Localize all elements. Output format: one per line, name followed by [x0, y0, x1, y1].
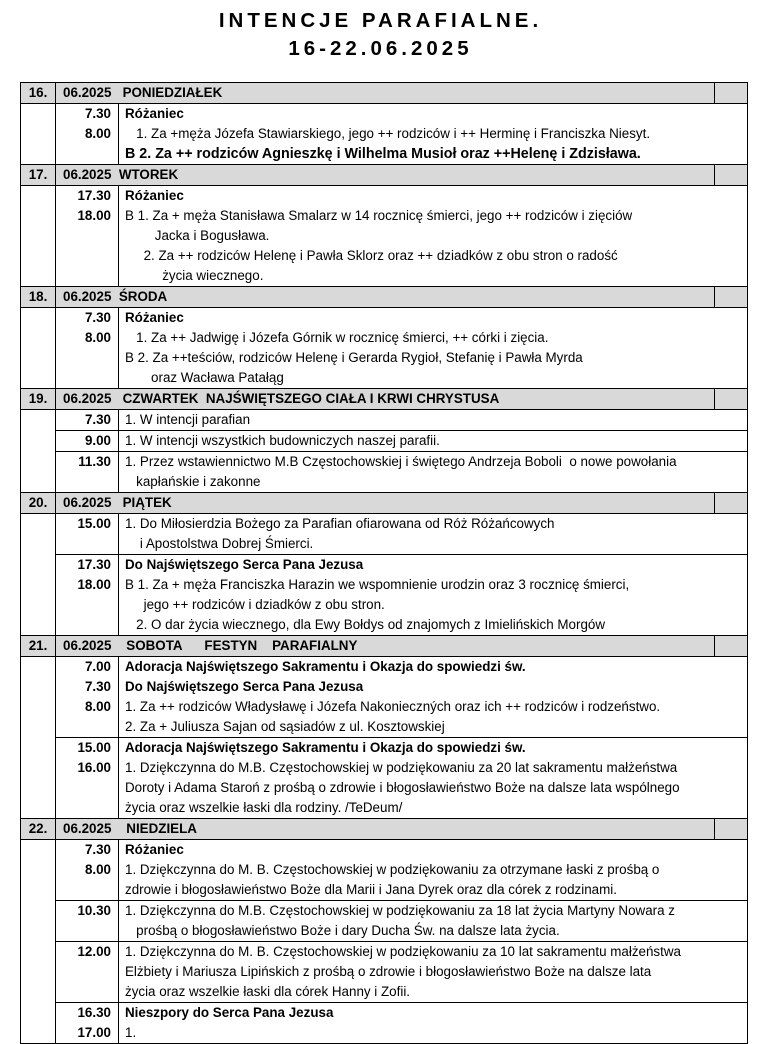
- mass-time: 15.00: [77, 740, 111, 755]
- mass-time: [56, 880, 111, 900]
- mass-times: [56, 514, 119, 555]
- mass-times: [56, 738, 119, 819]
- mass-time: 12.00: [77, 944, 111, 959]
- intention-line: Elżbiety i Mariusza Lipińskich z prośbą o zdrowie i błogosławieństwo Boże na dalsze lata: [125, 964, 652, 979]
- mass-time: 7.30: [84, 310, 111, 325]
- intention-line: i Apostolstwa Dobrej Śmierci.: [125, 536, 314, 551]
- intention-line: Adoracja Najświętszego Sakramentu i Okazja do spowiedzi św.: [125, 659, 526, 674]
- mass-block-row: [21, 1003, 748, 1044]
- mass-block-row: [21, 555, 748, 636]
- day-header-row: [21, 83, 748, 104]
- day-header-spare-cell: [715, 389, 748, 410]
- intentions-cell: [119, 942, 748, 1003]
- mass-block-row: [21, 942, 748, 1003]
- mass-times: [56, 431, 119, 452]
- mass-block-row: [21, 840, 748, 901]
- mass-times: [56, 104, 119, 165]
- day-spacer-cell: [21, 104, 56, 165]
- day-heading: 06.2025 ŚRODA: [63, 289, 168, 304]
- day-spacer-cell: [21, 657, 56, 819]
- mass-time: 11.30: [78, 454, 111, 469]
- mass-times: [56, 555, 119, 636]
- day-header-row: [21, 493, 748, 514]
- mass-time: 7.30: [84, 842, 111, 857]
- intention-line: 1. Do Miłosierdzia Bożego za Parafian ofiarowana od Róż Różańcowych: [125, 516, 555, 531]
- day-number: 18.: [21, 287, 56, 308]
- intention-line: 2. Za + Juliusza Sajan od sąsiadów z ul. Kosztowskiej: [125, 719, 445, 734]
- mass-block-row: [21, 514, 748, 555]
- intention-line: 1. Dziękczynna do M.B. Częstochowskiej w podziękowaniu za 18 lat życia Martyny Nowara z: [125, 903, 675, 918]
- mass-time: [56, 534, 111, 554]
- mass-time: [56, 246, 111, 266]
- intention-line: 1. W intencji wszystkich budowniczych naszej parafii.: [125, 433, 440, 448]
- intentions-cell: [119, 901, 748, 942]
- mass-time: [56, 778, 111, 798]
- mass-time: 17.00: [77, 1025, 111, 1040]
- mass-time: [56, 982, 111, 1002]
- intentions-cell: [119, 452, 748, 493]
- day-header-spare-cell: [715, 636, 748, 657]
- day-number: 22.: [21, 819, 56, 840]
- intention-line: życia oraz wszelkie łaski dla rodziny. /TeDeum/: [125, 800, 403, 815]
- intentions-cell: [119, 514, 748, 555]
- day-header-spare-cell: [715, 83, 748, 104]
- intention-line: Różaniec: [125, 188, 184, 203]
- intentions-cell: [119, 738, 748, 819]
- mass-times: [56, 901, 119, 942]
- intentions-table: [20, 82, 748, 1044]
- mass-block-row: [21, 410, 748, 431]
- mass-time: 10.30: [77, 903, 111, 918]
- mass-time: [56, 798, 111, 818]
- intentions-cell: [119, 186, 748, 287]
- mass-block-row: [21, 104, 748, 165]
- mass-time: [56, 144, 111, 164]
- intention-line: 1. Za ++ rodziców Władysławę i Józefa Nakonieczných oraz ich ++ rodziców i rodzeństwo.: [125, 699, 661, 714]
- mass-times: [56, 840, 119, 901]
- mass-block-row: [21, 308, 748, 389]
- day-heading: 06.2025 PONIEDZIAŁEK: [63, 85, 223, 100]
- intention-line: życia wiecznego.: [125, 268, 264, 283]
- day-heading: 06.2025 SOBOTA FESTYN PARAFIALNY: [63, 638, 358, 653]
- day-spacer-cell: [21, 514, 56, 636]
- mass-block-row: [21, 431, 748, 452]
- mass-times: [56, 410, 119, 431]
- intention-line: 1.: [125, 1025, 137, 1040]
- day-number: 16.: [21, 83, 56, 104]
- mass-time: 8.00: [84, 330, 111, 345]
- day-spacer-cell: [21, 186, 56, 287]
- intention-line: kapłańskie i zakonne: [125, 474, 261, 489]
- day-number: 20.: [21, 493, 56, 514]
- mass-times: [56, 186, 119, 287]
- page-title: INTENCJE PARAFIALNE.: [218, 9, 543, 32]
- intentions-cell: [119, 410, 748, 431]
- mass-time: 17.30: [77, 557, 111, 572]
- intention-line: B 1. Za + męża Franciszka Harazin we wspomnienie urodzin oraz 3 rocznicę śmierci,: [125, 577, 630, 592]
- mass-block-row: [21, 186, 748, 287]
- mass-time: 16.00: [77, 760, 111, 775]
- intentions-cell: [119, 308, 748, 389]
- day-heading: 06.2025 CZWARTEK NAJŚWIĘTSZEGO CIAŁA I KRWI CHRYSTUSA: [63, 391, 500, 406]
- mass-time: 7.00: [84, 659, 111, 674]
- day-number: 19.: [21, 389, 56, 410]
- day-spacer-cell: [21, 410, 56, 493]
- mass-time: [56, 266, 111, 286]
- day-number: 21.: [21, 636, 56, 657]
- mass-time: 7.30: [84, 106, 111, 121]
- day-heading: 06.2025 PIĄTEK: [63, 495, 172, 510]
- intention-line: oraz Wacława Patałąg: [125, 370, 284, 385]
- intention-line: 2. O dar życia wiecznego, dla Ewy Bołdys od znajomych z Imielińskich Morgów: [125, 617, 606, 632]
- intentions-cell: [119, 1003, 748, 1044]
- mass-time: [56, 595, 111, 615]
- day-heading: 06.2025 WTOREK: [63, 167, 179, 182]
- mass-time: 8.00: [84, 126, 111, 141]
- intention-line: 1. Dziękczynna do M. B. Częstochowskiej w podziękowaniu za 10 lat sakramentu małżeństwa: [125, 944, 681, 959]
- day-number: 17.: [21, 165, 56, 186]
- mass-time: 8.00: [84, 862, 111, 877]
- mass-time: [56, 226, 111, 246]
- day-header-spare-cell: [715, 819, 748, 840]
- day-header-row: [21, 389, 748, 410]
- mass-block-row: [21, 901, 748, 942]
- mass-time: [56, 615, 111, 635]
- mass-time: [56, 962, 111, 982]
- mass-time: 9.00: [84, 433, 111, 448]
- day-header-row: [21, 287, 748, 308]
- intention-line: Adoracja Najświętszego Sakramentu i Okazja do spowiedzi św.: [125, 740, 526, 755]
- mass-block-row: [21, 657, 748, 738]
- intention-line: Do Najświętszego Serca Pana Jezusa: [125, 557, 364, 572]
- intention-line: Różaniec: [125, 310, 184, 325]
- intention-line: Jacka i Bogusława.: [125, 228, 270, 243]
- intention-line: zdrowie i błogosławieństwo Boże dla Marii i Jana Dyrek oraz dla córek z rodzinami.: [125, 882, 617, 897]
- intentions-cell: [119, 431, 748, 452]
- intention-line: B 2. Za ++ rodziców Agnieszkę i Wilhelma Musioł oraz ++Helenę i Zdzisława.: [125, 146, 641, 162]
- intention-line: 1. Dziękczynna do M.B. Częstochowskiej w podziękowaniu za 20 lat sakramentu małżeństwa: [125, 760, 678, 775]
- intention-line: 2. Za ++ rodziców Helenę i Pawła Sklorz oraz ++ dziadków z obu stron o radość: [125, 248, 618, 263]
- intentions-cell: [119, 840, 748, 901]
- day-spacer-cell: [21, 308, 56, 389]
- mass-times: [56, 308, 119, 389]
- mass-time: [56, 348, 111, 368]
- day-header-row: [21, 636, 748, 657]
- mass-time: 16.30: [77, 1005, 111, 1020]
- intention-line: B 1. Za + męża Stanisława Smalarz w 14 rocznicę śmierci, jego ++ rodziców i zięciów: [125, 208, 633, 223]
- intention-line: życia oraz wszelkie łaski dla córek Hanny i Zofii.: [125, 984, 411, 999]
- mass-time: 7.30: [84, 412, 111, 427]
- intention-line: Różaniec: [125, 842, 184, 857]
- date-range: 16-22.06.2025: [288, 37, 473, 60]
- intention-line: 1. Za ++ Jadwigę i Józefa Górnik w rocznicę śmierci, ++ córki i zięcia.: [125, 330, 549, 345]
- day-header-row: [21, 819, 748, 840]
- mass-block-row: [21, 738, 748, 819]
- intention-line: 1. Za +męża Józefa Stawiarskiego, jego ++ rodziców i ++ Herminę i Franciszka Niesyt.: [125, 126, 651, 141]
- intention-line: prośbą o błogosławieństwo Boże i dary Ducha Św. na dalsze lata życia.: [125, 923, 560, 938]
- day-heading: 06.2025 NIEDZIELA: [63, 821, 197, 836]
- intention-line: B 2. Za ++teściów, rodziców Helenę i Gerarda Rygioł, Stefanię i Pawła Myrda: [125, 350, 583, 365]
- mass-times: [56, 657, 119, 738]
- day-header-spare-cell: [715, 493, 748, 514]
- mass-time: 7.30: [84, 679, 111, 694]
- mass-time: 15.00: [77, 516, 111, 531]
- mass-time: 18.00: [77, 208, 111, 223]
- mass-time: [56, 717, 111, 737]
- mass-times: [56, 1003, 119, 1044]
- intention-line: Do Najświętszego Serca Pana Jezusa: [125, 679, 364, 694]
- intention-line: jego ++ rodziców i dziadków z obu stron.: [125, 597, 385, 612]
- mass-time: 17.30: [77, 188, 111, 203]
- mass-times: [56, 452, 119, 493]
- mass-time: 8.00: [84, 699, 111, 714]
- intention-line: 1. Przez wstawiennictwo M.B Częstochowskiej i świętego Andrzeja Boboli o nowe powołania: [125, 454, 677, 469]
- intention-line: 1. W intencji parafian: [125, 412, 251, 427]
- day-header-spare-cell: [715, 287, 748, 308]
- intentions-cell: [119, 104, 748, 165]
- intention-line: 1. Dziękczynna do M. B. Częstochowskiej w podziękowaniu za otrzymane łaski z prośbą o: [125, 862, 660, 877]
- mass-time: [56, 472, 111, 492]
- day-header-row: [21, 165, 748, 186]
- intentions-cell: [119, 555, 748, 636]
- day-spacer-cell: [21, 840, 56, 1044]
- mass-block-row: [21, 452, 748, 493]
- intention-line: Doroty i Adama Staroń z prośbą o zdrowie i błogosławieństwo Boże na dalsze lata wspólnego: [125, 780, 680, 795]
- mass-time: 18.00: [77, 577, 111, 592]
- mass-times: [56, 942, 119, 1003]
- intentions-cell: [119, 657, 748, 738]
- mass-time: [56, 368, 111, 388]
- mass-time: [56, 921, 111, 941]
- intention-line: Nieszpory do Serca Pana Jezusa: [125, 1005, 334, 1020]
- intention-line: Różaniec: [125, 106, 184, 121]
- day-header-spare-cell: [715, 165, 748, 186]
